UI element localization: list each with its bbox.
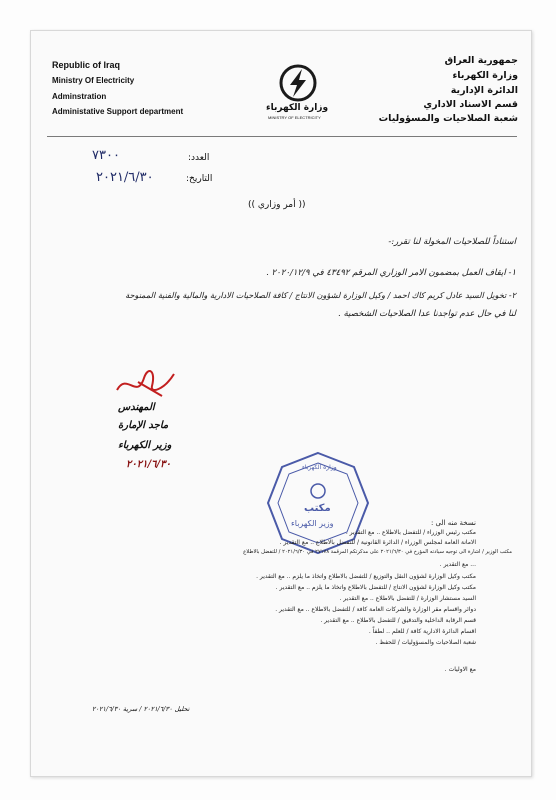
- handwritten-signature: [112, 360, 182, 402]
- document-page: [30, 30, 532, 777]
- stamp-center-text: مكتب: [304, 503, 331, 514]
- header-en-directorate: Adminstration: [52, 92, 107, 101]
- logo-english-text: MINISTRY OF ELECTRICITY: [268, 115, 321, 120]
- cc-line: مكتب وكيل الوزارة لشؤون النقل والتوزيع / للتفضل بالاطلاع واتخاذ ما يلزم .. مع التقدير .: [256, 573, 476, 580]
- cc-line: السيد مستشار الوزارة / للتفضل بالاطلاع .. مع التقدير .: [339, 595, 476, 602]
- header-en-country: Republic of Iraq: [52, 60, 121, 70]
- header-en-department: Administative Support department: [52, 107, 184, 116]
- body-item-2: ٢- تخويل السيد عادل كريم كاك احمد / وكيل الوزارة لشؤون الانتاج / كافة الصلاحيات الادارية والمالية والفنية الممنوحة: [125, 290, 516, 300]
- header-ar-division: شعبة الصلاحيات والمسؤوليات: [378, 113, 518, 124]
- cc-line: مكتب رئيس الوزراء / للتفضل بالاطلاع .. مع التقدير .: [345, 529, 476, 536]
- signature-name: ماجد الإمارة: [118, 420, 169, 431]
- number-label: العدد:: [188, 153, 210, 163]
- body-intro: استناداً للصلاحيات المخولة لنا تقرر:-: [388, 237, 516, 247]
- stamp-ring-text: وزارة الكهرباء: [302, 464, 337, 471]
- header-ar-ministry: وزارة الكهرباء: [452, 70, 518, 81]
- number-value: ٧٣٠٠: [92, 148, 120, 163]
- signature-title: المهندس: [118, 402, 155, 413]
- stamp-bottom-text: وزير الكهرباء: [291, 519, 334, 528]
- signature-position: وزير الكهرباء: [118, 440, 172, 451]
- cc-line: شعبة الصلاحيات والمسؤوليات / للحفظ .: [375, 639, 476, 646]
- cc-line: اقسام الدائرة الادارية كافة / للعلم .. لطفاً .: [368, 628, 476, 635]
- body-item-1: ١- ايقاف العمل بمضمون الامر الوزاري المرقم ٤٣٤٩٢ في ٢٠٢٠/١٢/٩ .: [266, 268, 516, 278]
- header-divider: [47, 136, 517, 137]
- cc-line: الامانة العامة لمجلس الوزراء / الدائرة القانونية / للتفضل بالاطلاع .. مع التقدير .: [279, 539, 476, 546]
- logo-arabic-text: وزارة الكهرباء: [266, 103, 329, 113]
- cc-line: دوائر واقسام مقر الوزارة والشركات العامة كافة / للتفضل بالاطلاع .. مع التقدير .: [275, 606, 476, 613]
- ministry-logo-icon: [268, 63, 328, 123]
- signature-date: ٢٠٢١/٦/٣٠: [126, 459, 171, 470]
- document-footer-code: تحليل ٢٠٢١/٦/٣٠ / سرية ٢٠٢١/٦/٣٠: [92, 705, 190, 713]
- header-ar-department: قسم الاسناد الاداري: [423, 99, 518, 110]
- cc-line: ... مع التقدير .: [439, 561, 476, 568]
- header-ar-country: جمهورية العراق: [444, 55, 518, 66]
- cc-line: مكتب وكيل الوزارة لشؤون الانتاج / للتفضل بالاطلاع واتخاذ ما يلزم .. مع التقدير .: [275, 584, 476, 591]
- date-label: التاريخ:: [186, 174, 213, 184]
- header-en-ministry: Ministry Of Electricity: [52, 76, 135, 85]
- document-title: (( أمر وزاري )): [248, 200, 306, 210]
- cc-line: مكتب الوزير / اشارة الى توجيه سيادته المؤرخ في ٢٠٢١/٦/٣٠ على مذكرتكم المرقمة ٢٧١٧٨ في ٢٠٢١/٦/٣٠ / للتفضل بالاطلاع: [243, 549, 512, 555]
- body-item-2-continued: لنا في حال عدم تواجدنا عدا الصلاحيات الشخصية .: [338, 309, 516, 319]
- cc-line: قسم الرقابة الداخلية والتدقيق / للتفضل بالاطلاع .. مع التقدير .: [320, 617, 476, 624]
- cc-line: مع الاوليات .: [444, 666, 476, 673]
- date-value: ٢٠٢١/٦/٣٠: [96, 170, 154, 185]
- header-ar-directorate: الدائرة الإدارية: [450, 85, 518, 96]
- cc-header: نسخة منه الى :: [430, 519, 476, 527]
